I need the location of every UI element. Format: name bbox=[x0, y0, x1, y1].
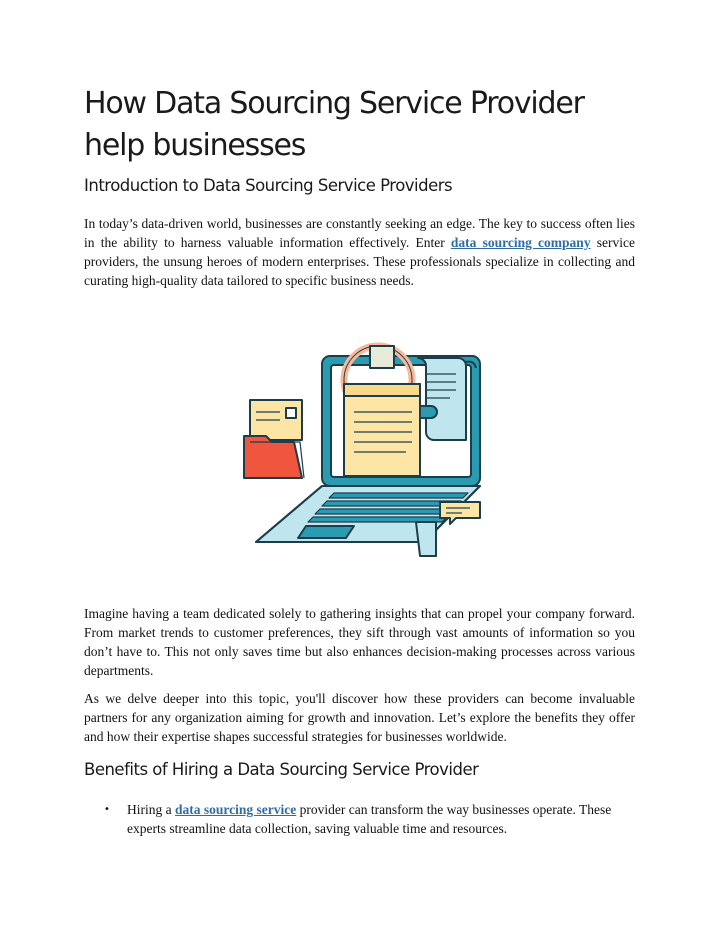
list-item-text bbox=[127, 800, 635, 838]
page-title: How Data Sourcing Service Provider help businesses bbox=[84, 86, 584, 163]
paragraph-team-insights: Imagine having a team dedicated solely to gathering insights that can propel your company forward. From market trends to customer preferences, they sift through vast amounts of information so you don’t have to. This not only saves time but also enhances decision-making processes across various departments. bbox=[84, 606, 635, 678]
bullet-text-after: provider can transform the way businesses operate. These experts streamline data collection, saving valuable time and resources. bbox=[127, 802, 612, 836]
paragraph-delve-deeper: As we delve deeper into this topic, you'll discover how these providers can become invaluable partners for any organization aiming for growth and innovation. Let’s explore the benefits they offer and how their expertise shapes successful strategies for businesses worldwide. bbox=[84, 691, 635, 744]
bullet-icon: • bbox=[104, 804, 110, 815]
data-sourcing-service-link[interactable]: data sourcing service bbox=[175, 802, 297, 817]
laptop-illustration bbox=[230, 340, 490, 570]
data-sourcing-company-link[interactable]: data sourcing company bbox=[450, 235, 591, 250]
intro-paragraph bbox=[84, 214, 635, 290]
intro-text-after: service providers, the unsung heroes of modern enterprises. These professionals specialize in collecting and curating high-quality data tailored to specific business needs. bbox=[84, 235, 635, 288]
bullet-text-before: Hiring a bbox=[127, 802, 175, 817]
intro-text-before: In today’s data-driven world, businesses are constantly seeking an edge. The key to success often lies in the ability to harness valuable information effectively. Enter bbox=[84, 216, 635, 250]
section-heading-introduction: Introduction to Data Sourcing Service Providers bbox=[84, 176, 453, 195]
section-heading-benefits: Benefits of Hiring a Data Sourcing Service Provider bbox=[84, 760, 479, 779]
laptop-documents-icon bbox=[230, 340, 490, 570]
